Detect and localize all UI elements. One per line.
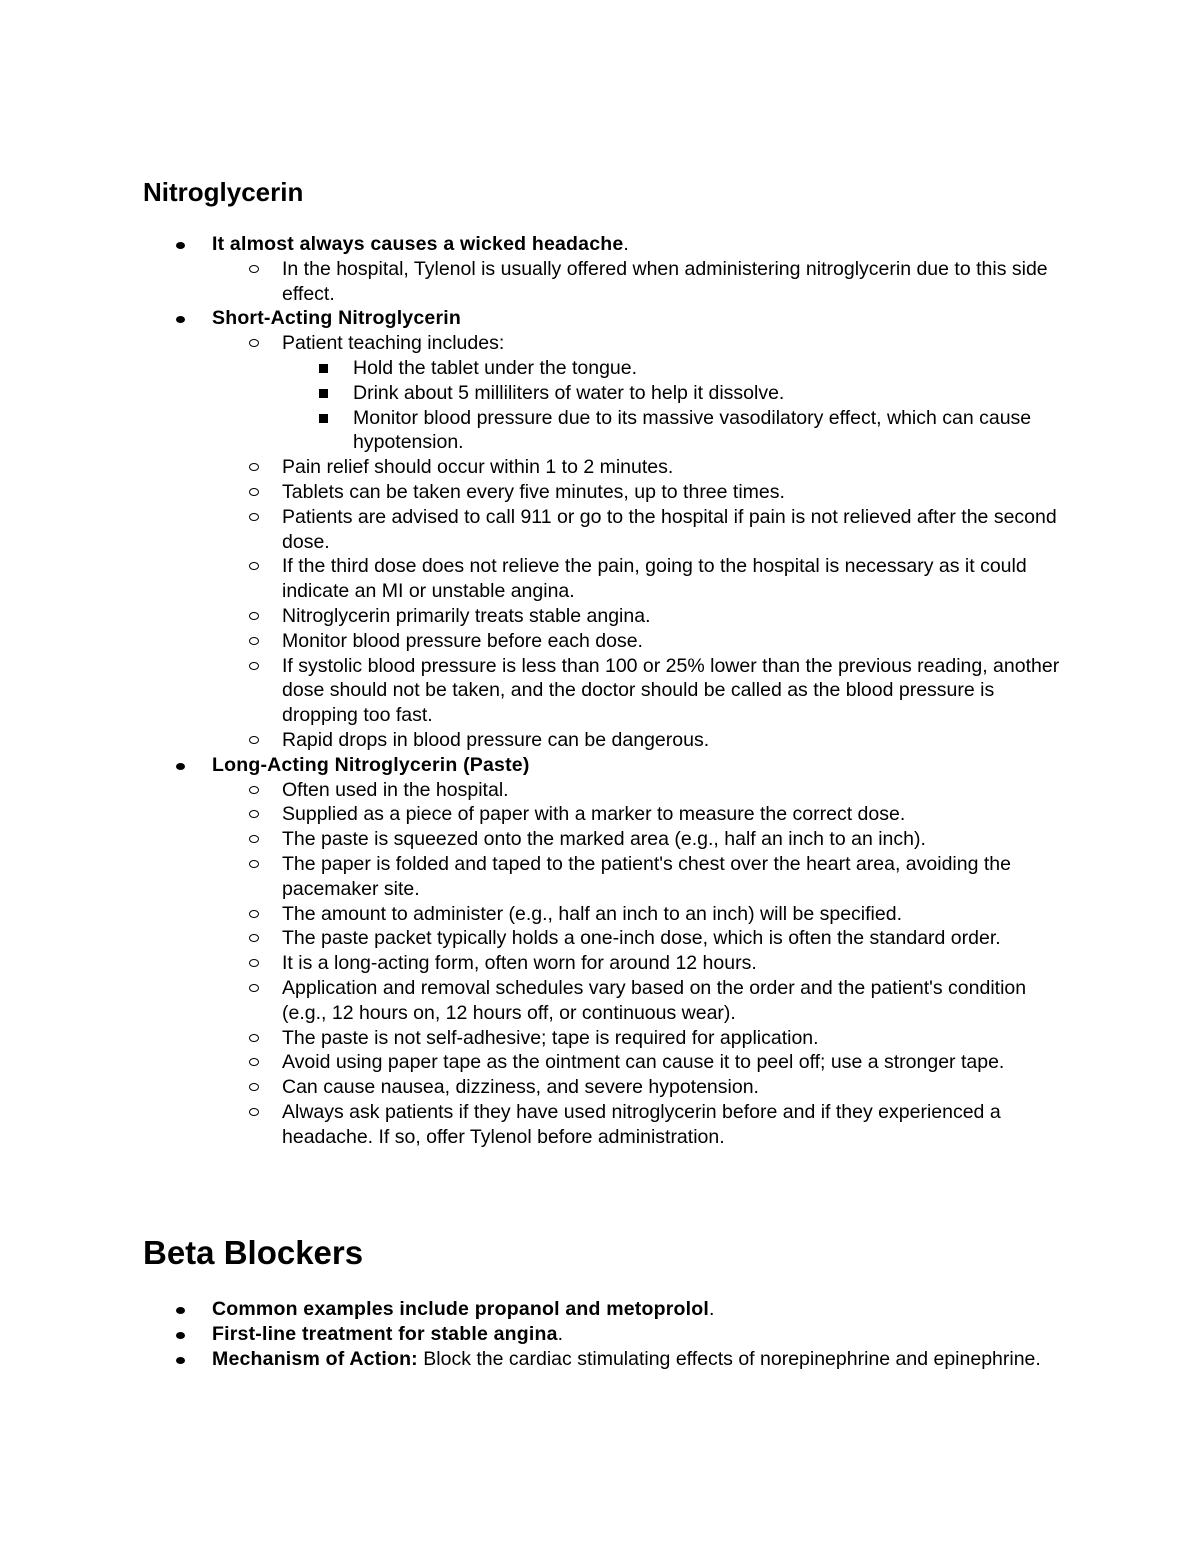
short-acting-heading: Short-Acting Nitroglycerin xyxy=(212,307,461,330)
list-item-text: Often used in the hospital. xyxy=(282,778,509,801)
list-item-text: Rapid drops in blood pressure can be dangerous. xyxy=(282,728,710,751)
list-item-headache xyxy=(0,232,1072,306)
list-item-text: The amount to administer (e.g., half an inch to an inch) will be specified. xyxy=(282,902,902,925)
first-line-tail: . xyxy=(557,1322,564,1345)
list-item-text: If the third dose does not relieve the pain, going to the hospital is necessary as it could indicate an MI or unstable angina. xyxy=(282,555,1027,603)
bullet-square-icon xyxy=(319,414,328,423)
list-item xyxy=(212,852,1072,902)
list-item-text: Patients are advised to call 911 or go to the hospital if pain is not relieved after the second dose. xyxy=(282,505,1057,553)
bullet-circle-icon xyxy=(249,934,259,942)
bullet-square-icon xyxy=(319,389,328,398)
bullet-circle-icon xyxy=(249,1083,259,1091)
bullet-disc-icon xyxy=(176,1332,185,1339)
list-item xyxy=(212,1075,1072,1100)
short-acting-sublist xyxy=(212,331,1072,753)
list-item-text: Patient teaching includes: xyxy=(282,332,505,355)
list-item xyxy=(212,455,1072,480)
bullet-circle-icon xyxy=(249,513,259,521)
mechanism-text: Block the cardiac stimulating effects of norepinephrine and epinephrine. xyxy=(417,1347,1041,1370)
list-item-text: If systolic blood pressure is less than 100 or 25% lower than the previous reading, another dose should not be taken, and the doctor should be called as the blood pressure is dropping too fast. xyxy=(282,654,1060,727)
examples-bold: Common examples include propanol and metoprolol xyxy=(212,1298,709,1320)
headache-bold: It almost always causes a wicked headache xyxy=(212,233,624,255)
bullet-circle-icon xyxy=(249,662,259,670)
list-item-text: Tablets can be taken every five minutes, up to three times. xyxy=(282,480,785,503)
teaching-sublist xyxy=(282,356,1072,455)
list-item-text: Avoid using paper tape as the ointment can cause it to peel off; use a stronger tape. xyxy=(282,1051,1005,1074)
bullet-circle-icon xyxy=(249,959,259,967)
mechanism-label: Mechanism of Action: xyxy=(212,1347,418,1370)
bullet-disc-icon xyxy=(176,242,185,249)
list-item-text: Hold the tablet under the tongue. xyxy=(353,356,638,379)
bullet-circle-icon xyxy=(249,1058,259,1066)
bullet-disc-icon xyxy=(176,1357,185,1364)
list-item xyxy=(212,951,1072,976)
list-item-teaching xyxy=(212,331,1072,455)
bullet-disc-icon xyxy=(176,1307,185,1314)
list-item xyxy=(282,356,1073,381)
bullet-circle-icon xyxy=(249,860,259,868)
list-item xyxy=(212,778,1072,803)
bullet-circle-icon xyxy=(249,265,259,273)
list-item-text: Can cause nausea, dizziness, and severe hypotension. xyxy=(282,1076,759,1099)
examples-tail: . xyxy=(708,1298,715,1320)
list-item-examples xyxy=(0,1297,1072,1322)
section-title-beta-blockers: Beta Blockers xyxy=(143,1234,364,1271)
bullet-circle-icon xyxy=(249,910,259,918)
list-item xyxy=(212,1050,1072,1075)
list-item-text: Application and removal schedules vary based on the order and the patient's condition (e.g., 12 hours on, 12 hours off, or continuous wear). xyxy=(282,976,1027,1024)
list-item xyxy=(212,505,1072,555)
list-item-text: In the hospital, Tylenol is usually offered when administering nitroglycerin due to this side effect. xyxy=(282,257,1048,305)
bullet-circle-icon xyxy=(249,562,259,570)
list-item xyxy=(212,802,1072,827)
headache-tail: . xyxy=(623,233,629,255)
list-item-short-acting xyxy=(0,306,1072,752)
list-item-text: The paste packet typically holds a one-inch dose, which is often the standard order. xyxy=(282,927,1001,950)
beta-blockers-list xyxy=(0,1297,1200,1371)
list-item-mechanism xyxy=(0,1347,1072,1372)
bullet-circle-icon xyxy=(249,984,259,992)
bullet-circle-icon xyxy=(249,1108,259,1116)
bullet-circle-icon xyxy=(249,786,259,794)
long-acting-heading: Long-Acting Nitroglycerin (Paste) xyxy=(212,753,530,776)
list-item-text: Monitor blood pressure before each dose. xyxy=(282,629,643,652)
list-item-text: Nitroglycerin primarily treats stable angina. xyxy=(282,604,651,627)
list-item-text: It is a long-acting form, often worn for around 12 hours. xyxy=(282,952,757,975)
long-acting-sublist xyxy=(212,778,1072,1150)
bullet-circle-icon xyxy=(249,488,259,496)
bullet-circle-icon xyxy=(249,736,259,744)
bullet-circle-icon xyxy=(249,637,259,645)
list-item xyxy=(212,257,1072,307)
bullet-circle-icon xyxy=(249,810,259,818)
first-line-bold: First-line treatment for stable angina xyxy=(212,1322,558,1345)
bullet-square-icon xyxy=(319,364,328,373)
list-item xyxy=(212,902,1072,927)
list-item xyxy=(282,381,1073,406)
bullet-circle-icon xyxy=(249,612,259,620)
list-item-text: Always ask patients if they have used nitroglycerin before and if they experienced a headache. If so, offer Tylenol before administration. xyxy=(282,1100,1001,1148)
list-item xyxy=(282,406,1073,456)
list-item-text: Drink about 5 milliliters of water to help it dissolve. xyxy=(353,381,785,404)
list-item xyxy=(212,629,1072,654)
list-item-first-line xyxy=(0,1322,1072,1347)
list-item-text: The paper is folded and taped to the patient's chest over the heart area, avoiding the pacemaker site. xyxy=(282,852,1011,900)
list-item-text: The paste is squeezed onto the marked area (e.g., half an inch to an inch). xyxy=(282,828,926,851)
bullet-circle-icon xyxy=(249,463,259,471)
nitroglycerin-list xyxy=(0,232,1200,1149)
list-item xyxy=(212,604,1072,629)
list-item-text: Supplied as a piece of paper with a marker to measure the correct dose. xyxy=(282,803,906,826)
bullet-circle-icon xyxy=(249,835,259,843)
headache-sublist xyxy=(212,257,1072,307)
list-item xyxy=(212,976,1072,1026)
list-item xyxy=(212,654,1072,728)
list-item xyxy=(212,827,1072,852)
bullet-disc-icon xyxy=(176,316,185,323)
list-item-text: Pain relief should occur within 1 to 2 minutes. xyxy=(282,456,674,479)
bullet-disc-icon xyxy=(176,763,185,770)
list-item xyxy=(212,480,1072,505)
list-item-text: Monitor blood pressure due to its massive vasodilatory effect, which can cause hypotension. xyxy=(353,406,1032,454)
list-item-long-acting xyxy=(0,753,1072,1150)
list-item xyxy=(212,728,1072,753)
list-item-text: The paste is not self-adhesive; tape is required for application. xyxy=(282,1026,819,1049)
list-item xyxy=(212,1026,1072,1051)
section-title-nitroglycerin: Nitroglycerin xyxy=(143,177,304,207)
bullet-circle-icon xyxy=(249,339,259,347)
bullet-circle-icon xyxy=(249,1034,259,1042)
list-item xyxy=(212,926,1072,951)
list-item xyxy=(212,1100,1072,1150)
list-item xyxy=(212,554,1072,604)
